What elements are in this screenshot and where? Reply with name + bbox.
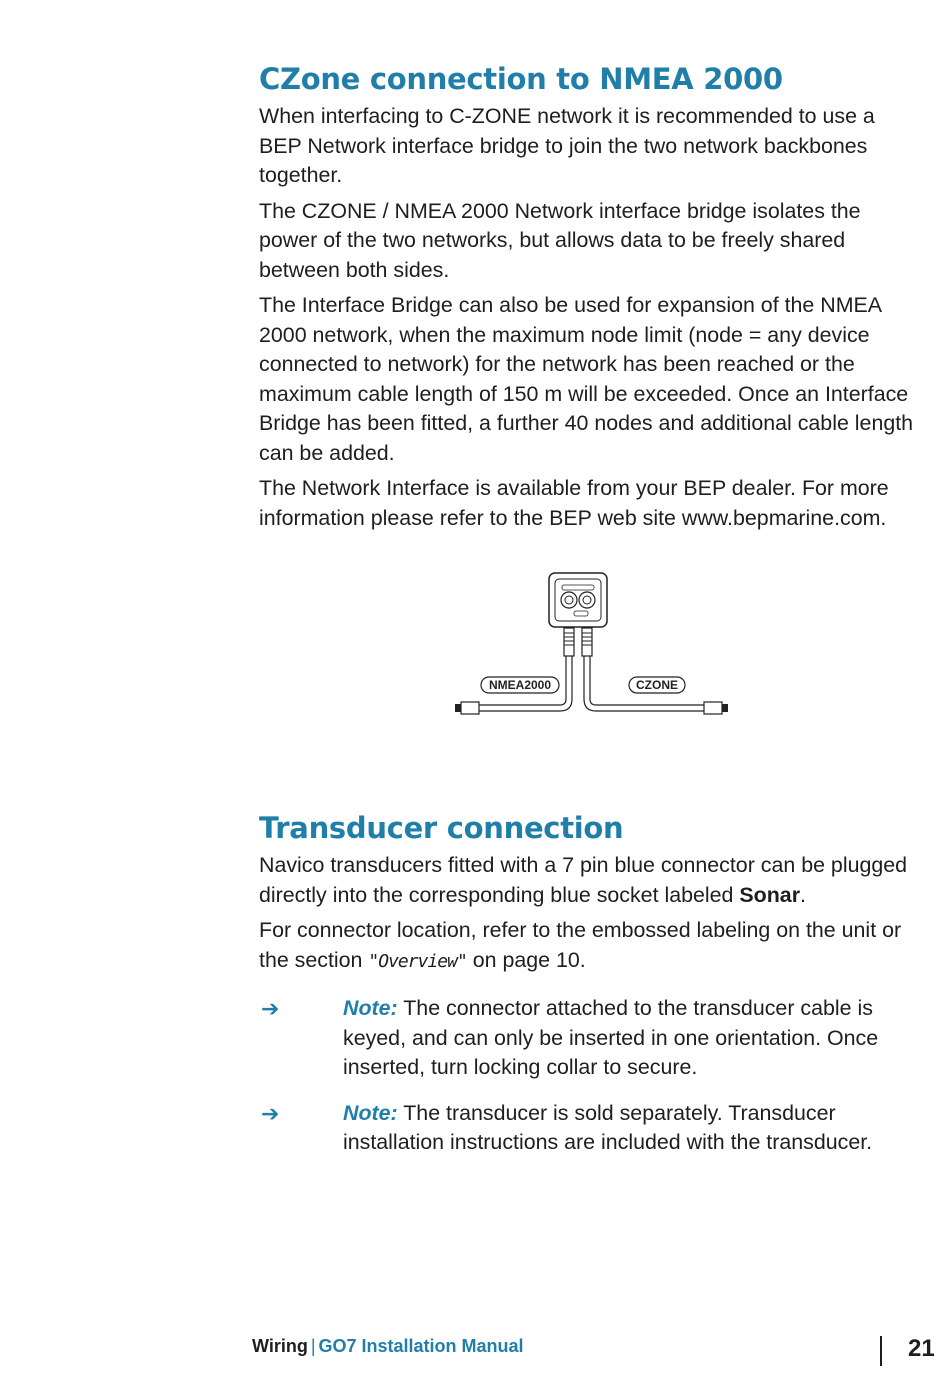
page-number-divider xyxy=(880,1336,882,1366)
sonar-label: Sonar xyxy=(739,882,801,907)
paragraph: The CZONE / NMEA 2000 Network interface bridge isolates the power of the two networks, but allows data to be freely shared between both sides. xyxy=(259,198,861,282)
note-item xyxy=(259,1099,919,1164)
label-nmea2000: NMEA2000 xyxy=(488,678,552,692)
section-title-czone: CZone connection to NMEA 2000 xyxy=(259,62,783,96)
page-content xyxy=(259,62,919,1164)
footer-separator: | xyxy=(310,1336,316,1356)
connector-left xyxy=(564,628,574,656)
paragraph: The Network Interface is available from your BEP dealer. For more information please refer to the BEP web site www.bepmarine.com. xyxy=(259,476,889,530)
footer-section: Wiring xyxy=(252,1336,308,1356)
note-text: Note: The connector attached to the transducer cable is keyed, and can only be inserted in one orientation. Once inserted, turn locking collar to secure. xyxy=(343,996,879,1079)
page-footer xyxy=(252,1336,524,1357)
connector-right xyxy=(582,628,592,656)
label-czone: CZONE xyxy=(636,678,678,692)
note-item xyxy=(259,994,919,1089)
arrow-right-icon: ➔ xyxy=(261,996,280,1021)
interface-bridge-diagram xyxy=(449,571,739,731)
footer-manual-title: GO7 Installation Manual xyxy=(318,1336,524,1356)
paragraph: Navico transducers fitted with a 7 pin blue connector can be plugged directly into the corresponding blue socket labeled Sonar. xyxy=(259,853,908,907)
paragraph: The Interface Bridge can also be used for expansion of the NMEA 2000 network, when the maximum node limit (node = any device connected to network) for the network has been reached or the maximum cable length of 150 m will be exceeded. Once an Interface Bridge has been fitted, a further 40 nodes and additional cable length can be added. xyxy=(259,293,914,465)
interface-bridge-figure xyxy=(259,561,919,761)
paragraph: When interfacing to C-ZONE network it is recommended to use a BEP Network interface bridge to join the two network backbones together. xyxy=(259,104,875,187)
page-number: 21 xyxy=(908,1335,935,1362)
note-text: Note: The transducer is sold separately. Transducer installation instructions are included with the transducer. xyxy=(343,1100,873,1154)
end-connector-left xyxy=(461,702,479,714)
overview-reference-link[interactable]: "Overview" xyxy=(368,950,467,972)
end-connector-right xyxy=(704,702,722,714)
transducer-section xyxy=(259,811,919,1164)
arrow-right-icon: ➔ xyxy=(261,1100,280,1126)
paragraph: For connector location, refer to the embossed labeling on the unit or the section "Overview" on page 10. xyxy=(259,918,902,972)
section-title-transducer: Transducer connection xyxy=(259,811,624,845)
